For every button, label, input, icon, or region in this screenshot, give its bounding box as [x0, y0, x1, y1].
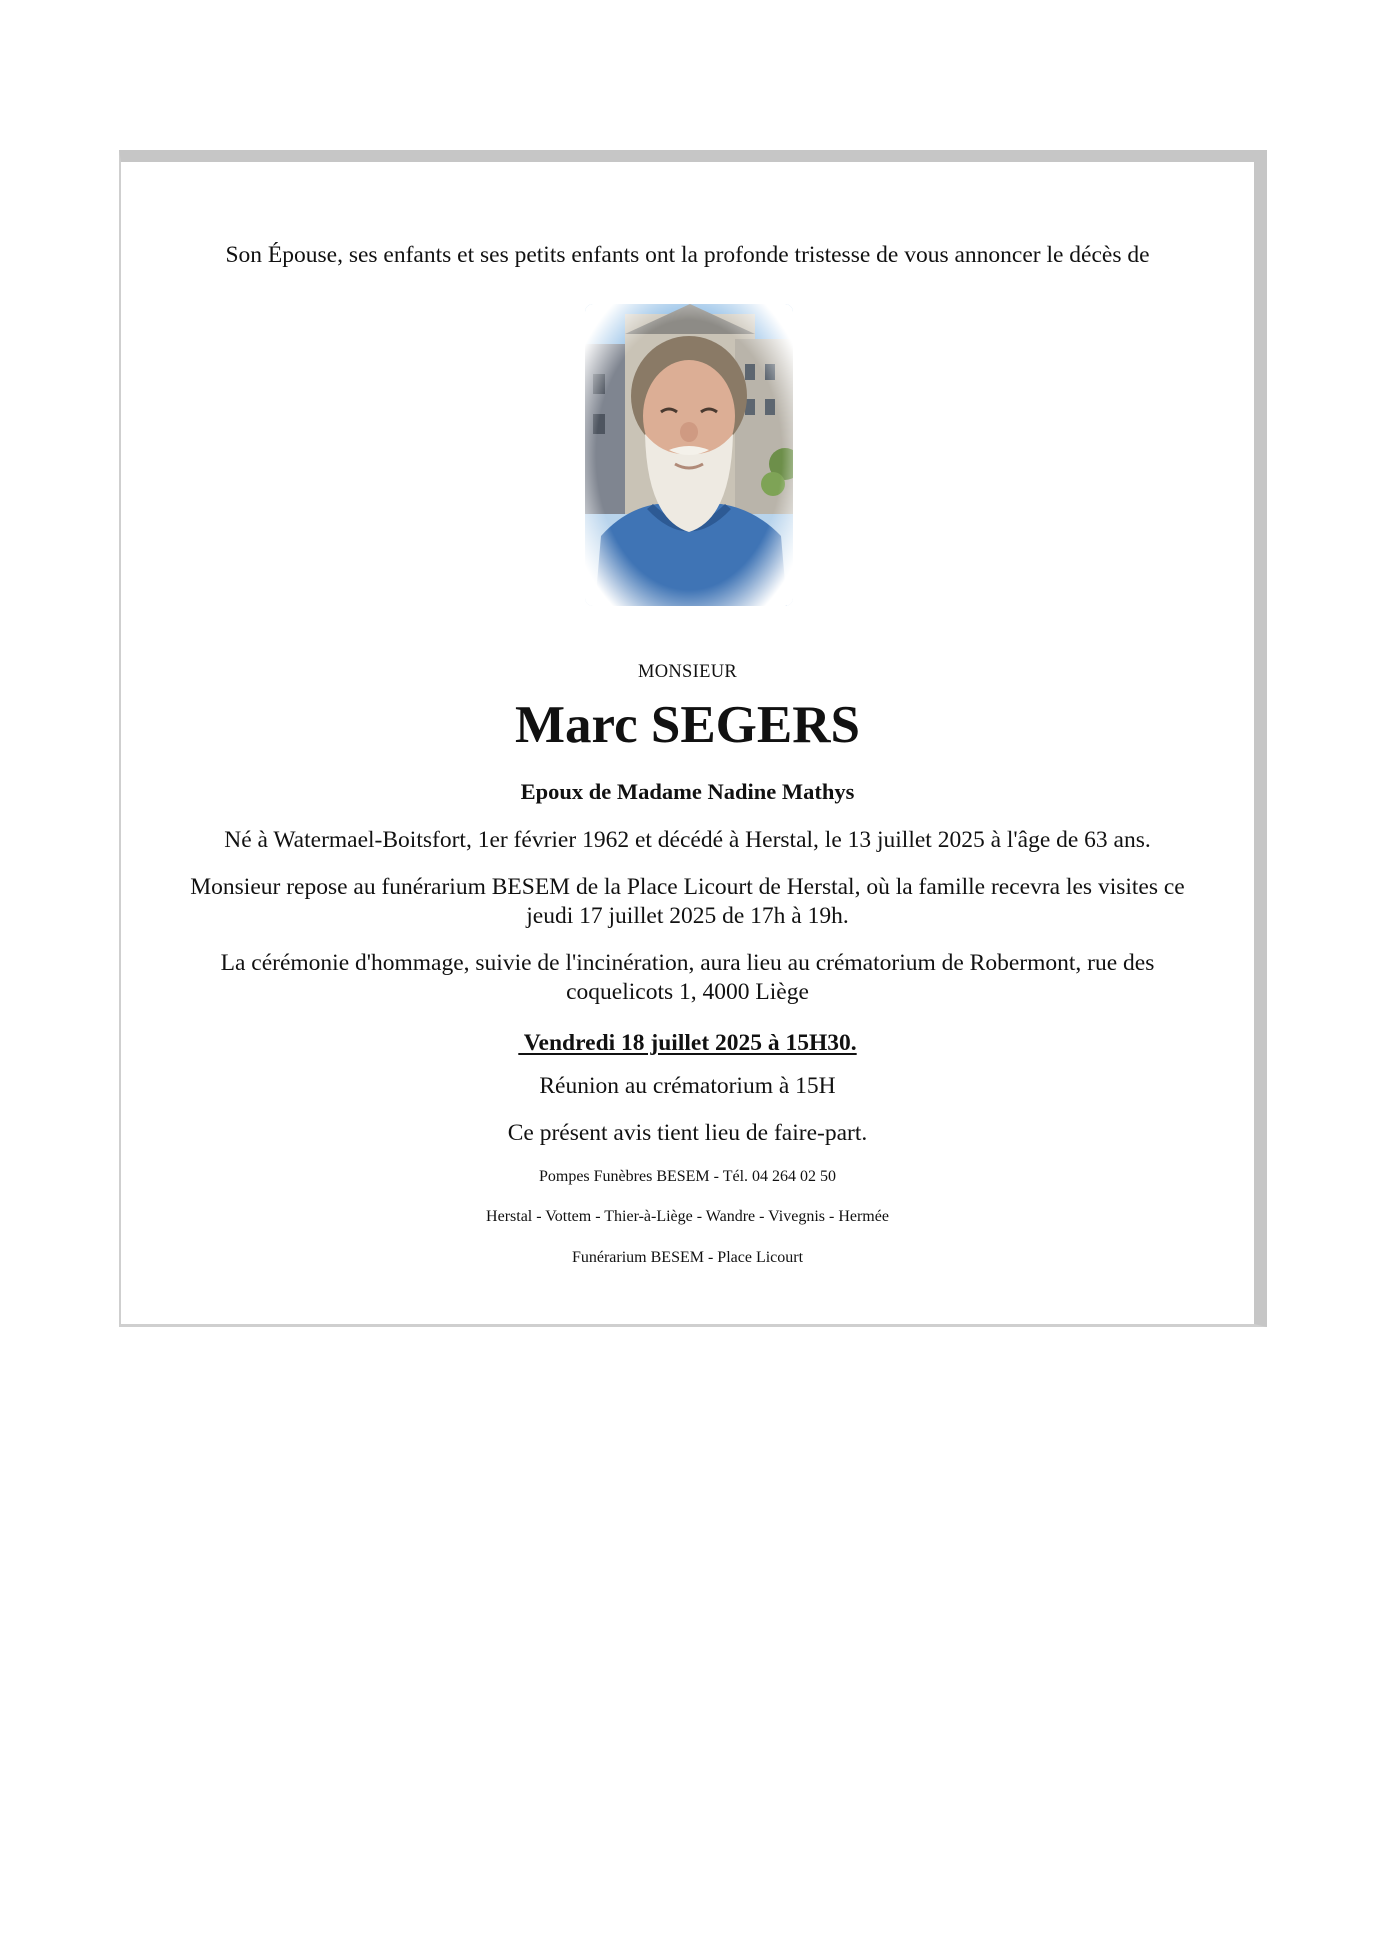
visit-line-1: Monsieur repose au funérarium BESEM de la Place Licourt de Herstal, où la famille recevra les visites ce — [190, 874, 1185, 900]
funerarium-line: Funérarium BESEM - Place Licourt — [571, 1249, 804, 1266]
birth-death-line: Né à Watermael-Boitsfort, 1er février 1962 et décédé à Herstal, le 13 juillet 2025 à l'âge de 63 ans. — [224, 827, 1151, 853]
ceremony-date-text: Vendredi 18 juillet 2025 à 15H30. — [518, 1030, 857, 1056]
funeral-home-line: Pompes Funèbres BESEM - Tél. 04 264 02 50 — [538, 1168, 837, 1185]
ceremony-line-1: La cérémonie d'hommage, suivie de l'incinération, aura lieu au crématorium de Robermont, rue des — [220, 950, 1155, 976]
obituary-card — [119, 150, 1267, 1327]
ceremony-date — [121, 1030, 1254, 1057]
faire-part-line: Ce présent avis tient lieu de faire-part. — [507, 1120, 868, 1146]
visit-line-2: jeudi 17 juillet 2025 de 17h à 19h. — [526, 903, 849, 929]
locations-line: Herstal - Vottem - Thier-à-Liège - Wandre - Vivegnis - Hermée — [486, 1208, 889, 1225]
spouse-line: Epoux de Madame Nadine Mathys — [520, 779, 855, 804]
ceremony-line-2: coquelicots 1, 4000 Liège — [566, 979, 809, 1005]
deceased-name: Marc SEGERS — [514, 696, 861, 754]
portrait-photo — [585, 304, 793, 606]
meeting-line: Réunion au crématorium à 15H — [539, 1073, 836, 1099]
intro-text: Son Épouse, ses enfants et ses petits enfants ont la profonde tristesse de vous annoncer le décès de — [225, 242, 1150, 268]
honorific: MONSIEUR — [637, 662, 738, 682]
